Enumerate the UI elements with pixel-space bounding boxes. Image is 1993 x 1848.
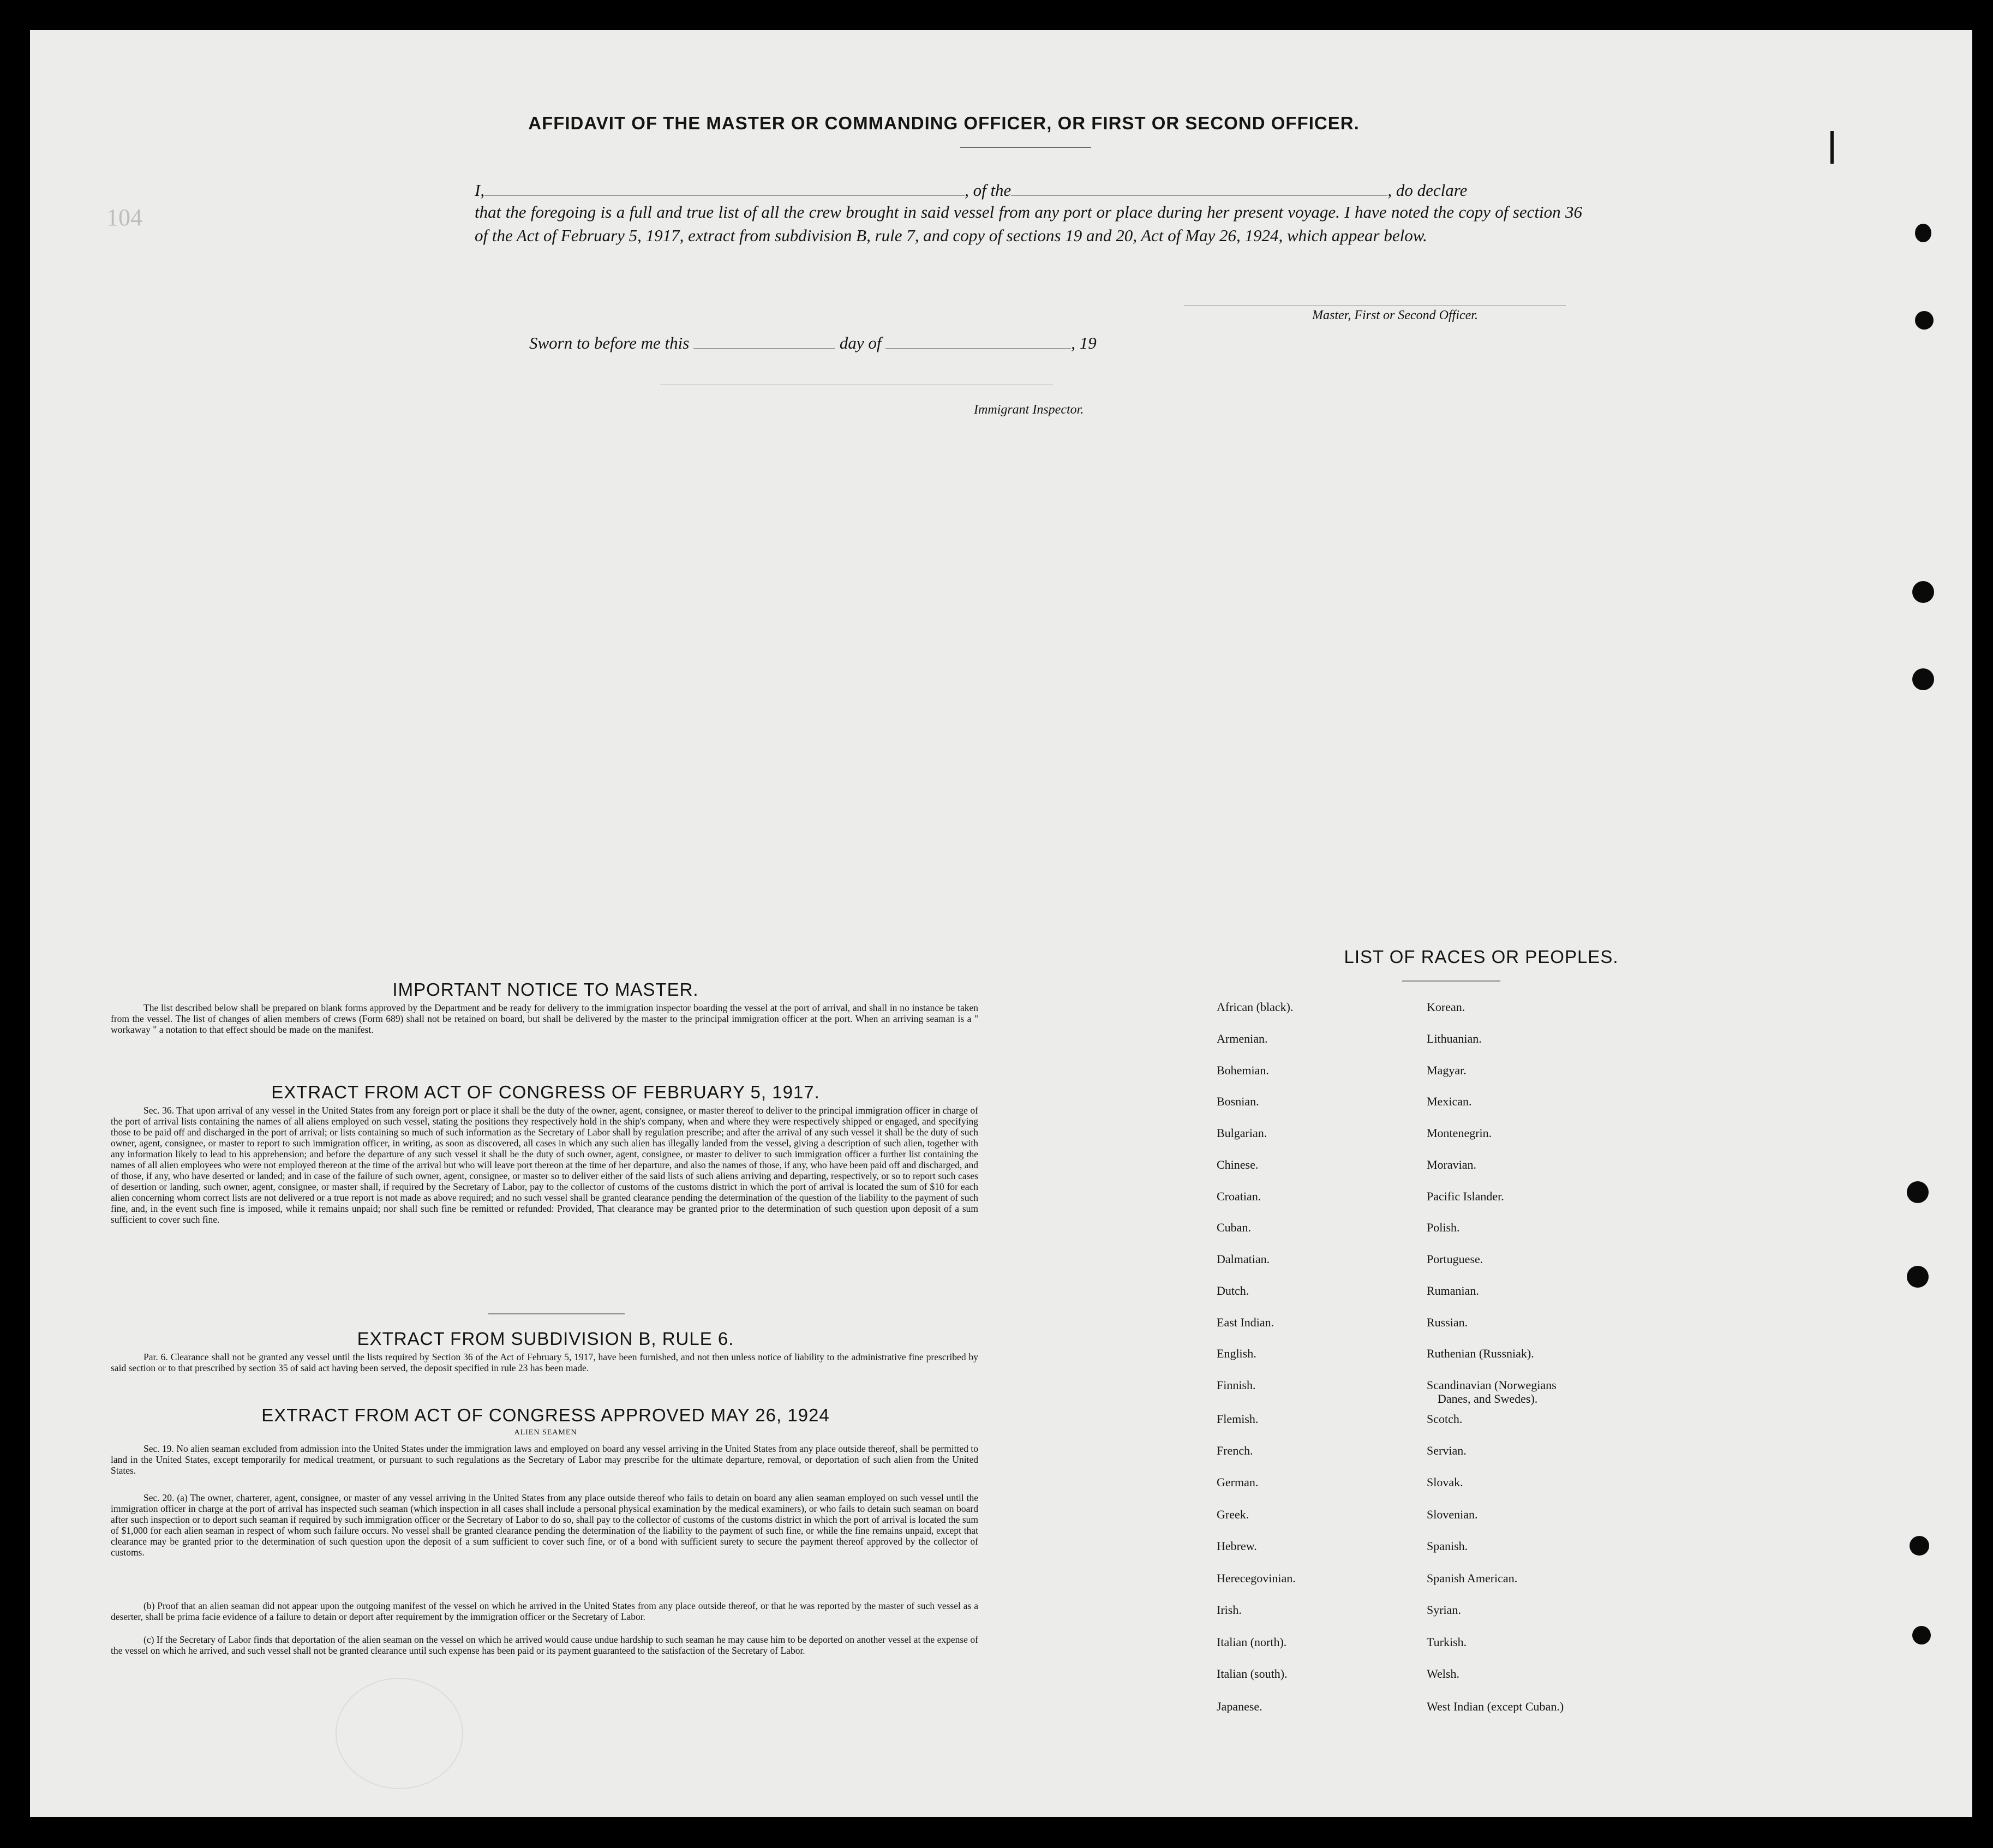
race-item: Scotch. (1427, 1412, 1463, 1426)
race-item: Rumanian. (1427, 1284, 1479, 1297)
important-notice-title: IMPORTANT NOTICE TO MASTER. (392, 979, 699, 1000)
race-item: Japanese. (1217, 1700, 1262, 1713)
divider (960, 147, 1091, 148)
divider (488, 1313, 625, 1314)
affidavit-declaration-line (475, 178, 1467, 202)
race-item: Russian. (1427, 1315, 1468, 1329)
name-blank[interactable] (484, 195, 965, 196)
inspector-label: Immigrant Inspector. (974, 403, 1084, 417)
race-item: Spanish American. (1427, 1571, 1518, 1585)
important-notice-text: The list described below shall be prepared on blank forms approved by the Department and be ready for delivery to the immigration inspector boarding the vessel at the port of arrival, and shall in no instance be taken from the vessel. The list of changes of alien members of crews (Form 689) shall not be retained on board, but shall be delivered by the master to the principal immigration officer at the port. When an arriving seaman is a " workaway " a notation to that effect should be made on the manifest. (111, 1002, 978, 1035)
race-item: Bosnian. (1217, 1095, 1259, 1108)
day-blank[interactable] (693, 348, 835, 349)
race-item: Portuguese. (1427, 1252, 1483, 1266)
race-item: Dalmatian. (1217, 1252, 1270, 1266)
race-item: Mexican. (1427, 1095, 1472, 1108)
i-label: I, (475, 181, 485, 200)
race-item: Chinese. (1217, 1158, 1259, 1171)
race-item: Italian (south). (1217, 1667, 1288, 1680)
race-item: Italian (north). (1217, 1635, 1287, 1649)
of-the-label: , of the (965, 181, 1012, 200)
race-item: Slovenian. (1427, 1508, 1478, 1521)
race-item: English. (1217, 1347, 1256, 1360)
race-item: Magyar. (1427, 1063, 1467, 1077)
manifest-page (30, 30, 1972, 1817)
do-declare-label: , do declare (1387, 181, 1468, 200)
binder-hole (1912, 581, 1934, 603)
extract-1924-title: EXTRACT FROM ACT OF CONGRESS APPROVED MAY 26, 1924 (261, 1405, 830, 1425)
race-item: Syrian. (1427, 1603, 1461, 1617)
binder-hole (1915, 311, 1934, 330)
sworn-line (529, 331, 1097, 355)
race-item: Herecegovinian. (1217, 1571, 1296, 1585)
binder-hole (1912, 1626, 1931, 1644)
binder-hole (1907, 1181, 1929, 1203)
binder-hole (1912, 668, 1934, 690)
month-blank[interactable] (885, 348, 1071, 349)
page-number: 104 (106, 204, 142, 231)
race-item: Bohemian. (1217, 1063, 1269, 1077)
vessel-blank[interactable] (1011, 195, 1387, 196)
race-item: East Indian. (1217, 1315, 1274, 1329)
race-item: French. (1217, 1444, 1253, 1457)
affidavit-title: AFFIDAVIT OF THE MASTER OR COMMANDING OFFICER, OR FIRST OR SECOND OFFICER. (528, 113, 1360, 133)
sworn-label: Sworn to before me this (529, 333, 690, 352)
race-item: Slovak. (1427, 1475, 1463, 1489)
race-item: Lithuanian. (1427, 1032, 1482, 1045)
year-label: , 19 (1071, 333, 1097, 352)
race-item: Greek. (1217, 1508, 1249, 1521)
race-item: Ruthenian (Russniak). (1427, 1347, 1534, 1360)
master-signature-label: Master, First or Second Officer. (1312, 308, 1478, 322)
extract-1917-text: Sec. 36. That upon arrival of any vessel in the United States from any foreign port or place it shall be the duty of the owner, agent, consignee, or master thereof to deliver to the principal immigration officer in charge of the port of arrival lists containing the names of all aliens employed on such vessel, stating the positions they respectively hold in the ship's company, when and where they were respectively shipped or engaged, and specifying those to be paid off and discharged in the port of arrival; or lists containing so much of such information as the Secretary of Labor shall by regulation prescribe; and after the arrival of any such vessel it shall be the duty of such owner, agent, consignee, or master to report to such immigration officer, in writing, as soon as discovered, all cases in which any such alien has illegally landed from the vessel, giving a description of such alien, together with any information likely to lead to his apprehension; and before the departure of any such vessel it shall be the duty of such owner, agent, consignee, or master to deliver to such immigration officer a further list containing the names of all alien employees who were not employed thereon at the time of the arrival but who will leave port thereon at the time of her departure, and also the names of those, if any, who have been paid off and discharged, and of those, if any, who have deserted or landed; and in case of the failure of such owner, agent, consignee, or master so to deliver either of the said lists of such aliens arriving and departing, respectively, or so to report such cases of desertion or landing, such owner, agent, consignee, or master shall, if required by the Secretary of Labor, pay to the collector of customs of the customs district in which the port of arrival is located the sum of $10 for each alien concerning whom correct lists are not delivered or a true report is not made as above required; and no such vessel shall be granted clearance pending the determination of the question of the liability to the payment of such fine, and, in the event such fine is imposed, while it remains unpaid; nor shall such fine be remitted or refunded: Provided, That clearance may be granted prior to the determination of such question upon deposit of a sum sufficient to cover such fine. (111, 1105, 978, 1225)
race-item: Irish. (1217, 1603, 1242, 1617)
race-item: Cuban. (1217, 1221, 1251, 1234)
race-item: Spanish. (1427, 1539, 1468, 1553)
races-title: LIST OF RACES OR PEOPLES. (1344, 947, 1619, 967)
race-item: Pacific Islander. (1427, 1189, 1504, 1203)
extract-rule6-text: Par. 6. Clearance shall not be granted any vessel until the lists required by Section 36 of the Act of February 5, 1917, have been furnished, and not then unless notice of liability to the administrative fine prescribed by said section or to that prescribed by section 35 of said act having been served, the deposit specified in rule 23 has been made. (111, 1351, 978, 1373)
divider (1402, 980, 1500, 982)
race-item: Montenegrin. (1427, 1126, 1492, 1140)
race-item: Polish. (1427, 1221, 1460, 1234)
race-item: Danes, and Swedes). (1438, 1392, 1538, 1406)
race-item: African (black). (1217, 1000, 1294, 1014)
seal-impression (336, 1678, 463, 1789)
extract-1924-sec20a: Sec. 20. (a) The owner, charterer, agent, consignee, or master of any vessel arriving in the United States from any place outside thereof who fails to detain on board any alien seaman employed on such vessel until the immigration officer in charge at the port of arrival has inspected such seaman (which inspection in all cases shall include a personal physical examination by the medical examiners), or who fails to detain such seaman on board after such inspection or to deport such seaman if required by such immigration officer or the Secretary of Labor to do so, shall pay to the collector of customs of the customs district in which the port of arrival is located the sum of $1,000 for each alien seaman in respect of whom such failure occurs. No vessel shall be granted clearance pending the determination of the liability to the payment of such fine, or while the fine remains unpaid, except that clearance may be granted prior to the determination of such question upon the deposit of a sum sufficient to cover such fine, or of a bond with sufficient surety to secure the payment thereof approved by the collector of customs. (111, 1492, 978, 1558)
race-item: Servian. (1427, 1444, 1467, 1457)
race-item: West Indian (except Cuban.) (1427, 1700, 1564, 1713)
race-item: Moravian. (1427, 1158, 1477, 1171)
extract-1924-sec20c: (c) If the Secretary of Labor finds that deportation of the alien seaman on the vessel on which he arrived would cause undue hardship to such seaman he may cause him to be deported on another vessel at the expense of the vessel on which he arrived, and such vessel shall not be granted clearance until such expense has been paid or its payment guaranteed to the satisfaction of the Secretary of Labor. (111, 1634, 978, 1656)
race-item: German. (1217, 1475, 1259, 1489)
binder-hole (1910, 1536, 1929, 1556)
binder-hole (1915, 224, 1931, 242)
race-item: Dutch. (1217, 1284, 1249, 1297)
race-item: Hebrew. (1217, 1539, 1257, 1553)
race-item: Finnish. (1217, 1378, 1256, 1392)
extract-1924-subtitle: ALIEN SEAMEN (514, 1428, 577, 1437)
race-item: Flemish. (1217, 1412, 1259, 1426)
extract-1924-sec20b: (b) Proof that an alien seaman did not appear upon the outgoing manifest of the vessel on which he arrived in the United States from any place outside thereof, or that he was reported by the master of such vessel as a deserter, shall be prima facie evidence of a failure to detain or deport after requirement by the immigration officer or the Secretary of Labor. (111, 1600, 978, 1622)
affidavit-body: that the foregoing is a full and true list of all the crew brought in said vessel from any port or place during her present voyage. I have noted the copy of section 36 of the Act of February 5, 1917, extract from subdivision B, rule 7, and copy of sections 19 and 20, Act of May 26, 1924, which appear below. (475, 202, 1582, 245)
extract-1917-title: EXTRACT FROM ACT OF CONGRESS OF FEBRUARY 5, 1917. (271, 1082, 820, 1102)
binder-hole (1907, 1266, 1929, 1288)
race-item: Scandinavian (Norwegians (1427, 1378, 1557, 1392)
extract-rule6-title: EXTRACT FROM SUBDIVISION B, RULE 6. (357, 1329, 734, 1349)
race-item: Welsh. (1427, 1667, 1459, 1680)
race-item: Croatian. (1217, 1189, 1261, 1203)
day-of-label: day of (839, 333, 882, 352)
extract-1924-sec19: Sec. 19. No alien seaman excluded from admission into the United States under the immigration laws and employed on board any vessel arriving in the United States from any place outside thereof, shall be permitted to land in the United States, except temporarily for medical treatment, or pursuant to such regulations as the Secretary of Labor may prescribe for the ultimate departure, removal, or deportation of such alien from the United States. (111, 1443, 978, 1476)
ink-mark (1830, 131, 1834, 164)
race-item: Korean. (1427, 1000, 1465, 1014)
race-item: Bulgarian. (1217, 1126, 1267, 1140)
race-item: Armenian. (1217, 1032, 1268, 1045)
race-item: Turkish. (1427, 1635, 1467, 1649)
